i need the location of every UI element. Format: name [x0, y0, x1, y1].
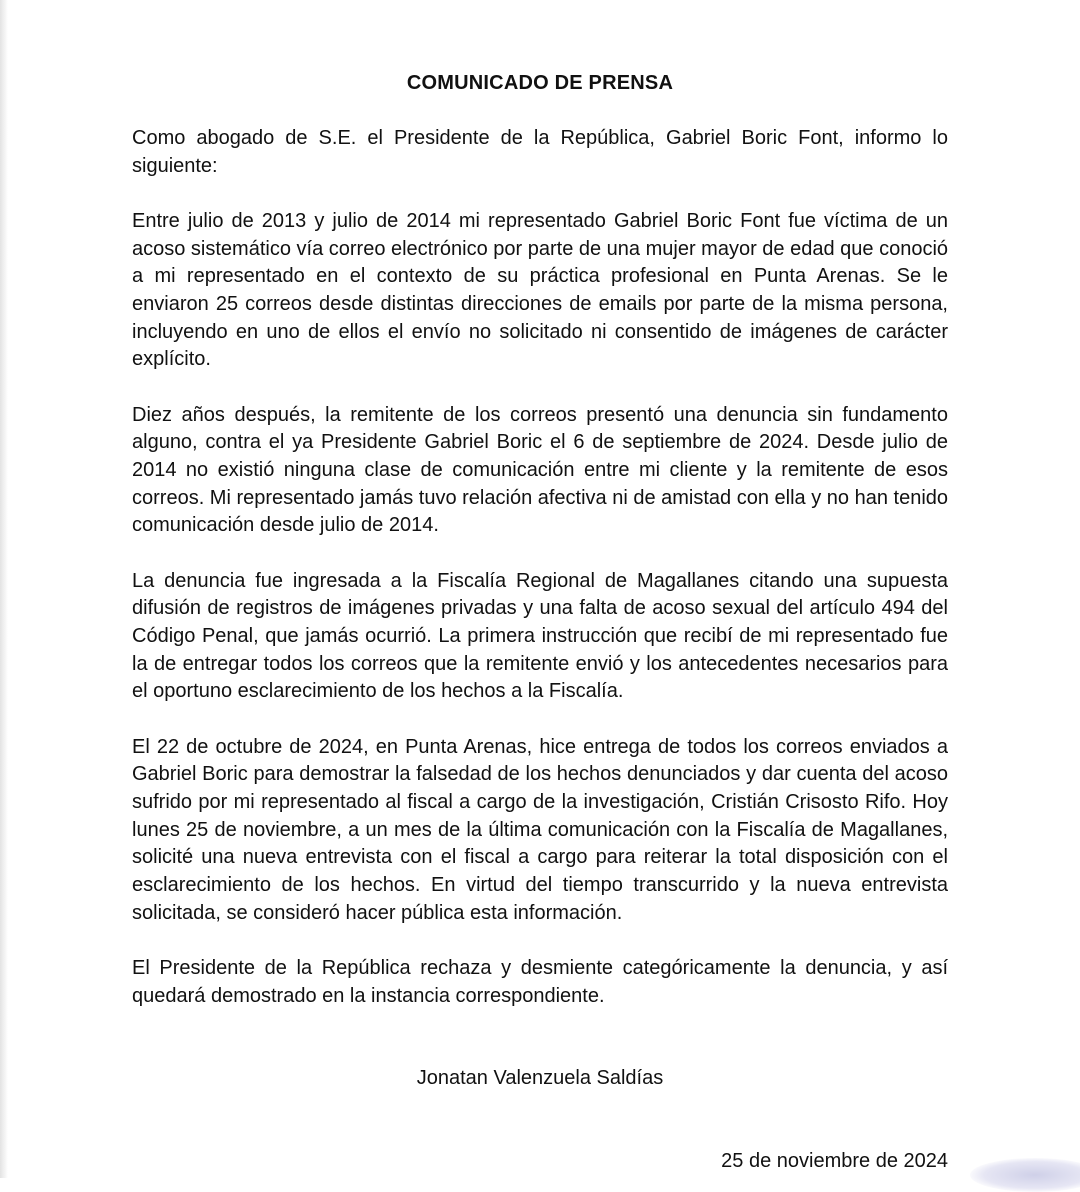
paragraph-harassment: Entre julio de 2013 y julio de 2014 mi representado Gabriel Boric Font fue víctima de un acoso sistemático vía correo electrónico por parte de una mujer mayor de edad que conoció a mi representado en el contexto de su práctica profesional en Punta Arenas. Se le enviaron 25 correos desde distintas direcciones de emails por parte de la misma persona, incluyendo en uno de ellos el envío no solicitado ni consentido de imágenes de carácter explícito. [132, 209, 949, 371]
paragraph-intro: Como abogado de S.E. el Presidente de la República, Gabriel Boric Font, informo lo siguiente: [132, 127, 948, 177]
document-body [132, 125, 948, 1038]
page-edge-shadow [0, 0, 8, 1178]
document-date: 25 de noviembre de 2024 [721, 1150, 948, 1172]
signature-name: Jonatan Valenzuela Saldías [416, 1067, 664, 1089]
paragraph-conclusion: El Presidente de la República rechaza y desmiente categóricamente la denuncia, y así quedará demostrado en la instancia correspondiente. [132, 957, 948, 1007]
corner-smudge [970, 1158, 1080, 1192]
document-title: COMUNICADO DE PRENSA [406, 72, 674, 94]
paragraph-delivery: El 22 de octubre de 2024, en Punta Arenas, hice entrega de todos los correos enviados a Gabriel Boric para demostrar la falsedad de los hechos denunciados y dar cuenta del acoso sufrido por mi representado al fiscal a cargo de la investigación, Cristián Crisosto Rifo. Hoy lunes 25 de noviembre, a un mes de la última comunicación con la Fiscalía de Magallanes, solicité una nueva entrevista con el fiscal a cargo para reiterar la total disposición con el esclarecimiento de los hechos. En virtud del tiempo transcurrido y la nueva entrevista solicitada, se consideró hacer pública esta información. [132, 735, 948, 924]
paragraph-fiscalia: La denuncia fue ingresada a la Fiscalía Regional de Magallanes citando una supuesta difusión de registros de imágenes privadas y una falta de acoso sexual del artículo 494 del Código Penal, que jamás ocurrió. La primera instrucción que recibí de mi representado fue la de entregar todos los correos que la remitente envió y los antecedentes necesarios para el oportuno esclarecimiento de los hechos a la Fiscalía. [132, 569, 948, 703]
paragraph-complaint: Diez años después, la remitente de los correos presentó una denuncia sin fundamento alguno, contra el ya Presidente Gabriel Boric el 6 de septiembre de 2024. Desde julio de 2014 no existió ninguna clase de comunicación entre mi cliente y la remitente de esos correos. Mi representado jamás tuvo relación afectiva ni de amistad con ella y no han tenido comunicación desde julio de 2014. [132, 403, 949, 537]
